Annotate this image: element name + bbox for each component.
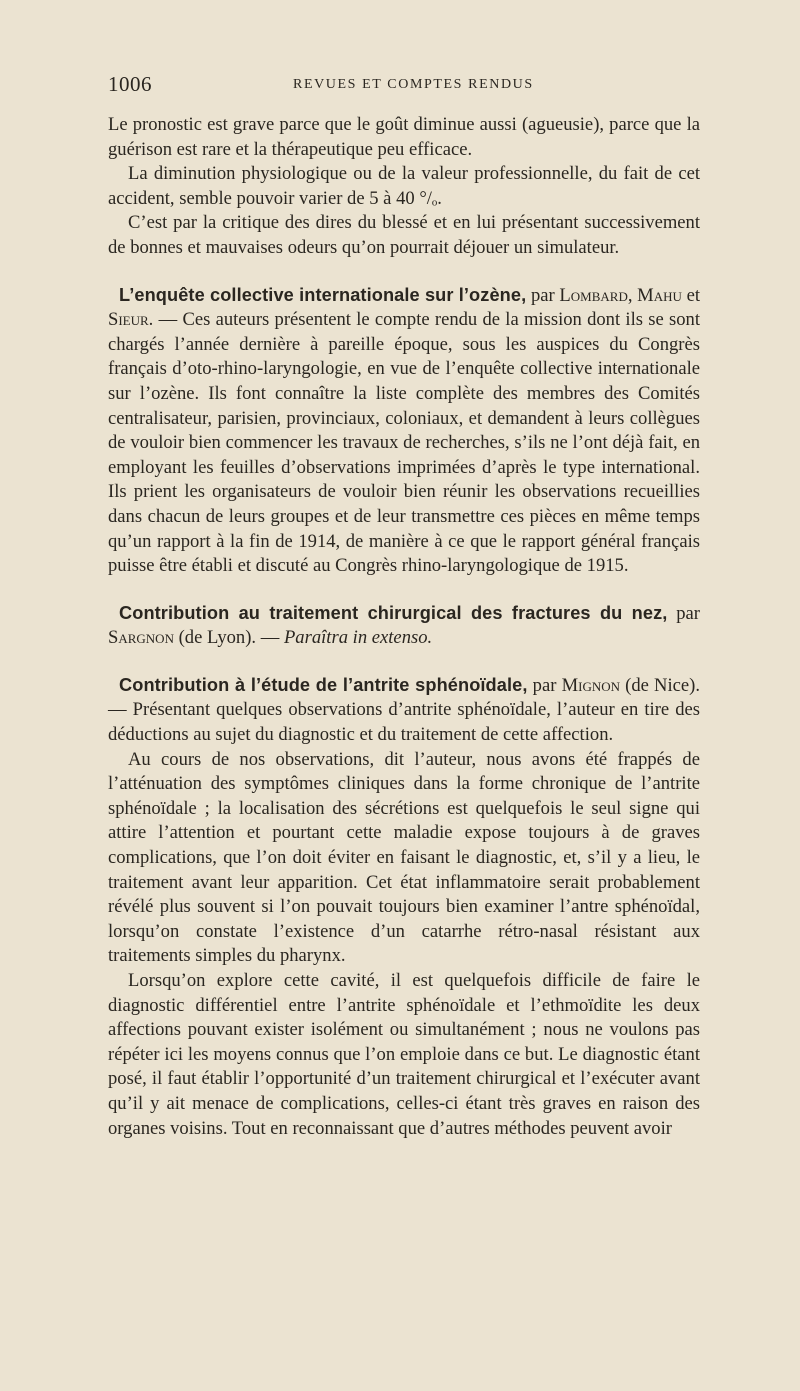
italic-note: Paraîtra in extenso. — [283, 627, 433, 649]
page-body — [108, 113, 700, 1141]
intro-paragraph: C’est par la critique des dires du blessé et en lui présentant successivement de bonnes et mauvaises odeurs qu’on pourrait déjouer un simulateur. — [108, 212, 700, 258]
by-word: par — [526, 284, 560, 306]
section-text: Présentant quelques observations d’antrite sphénoïdale, l’auteur en tire des déductions au sujet du diagnostic et du traitement de cette affection. — [108, 699, 700, 746]
by-word: par — [527, 674, 562, 696]
author-names: Mignon — [561, 674, 620, 696]
section-first-paragraph — [108, 601, 700, 651]
section-paragraph: Lorsqu’on explore cette cavité, il est quelquefois difficile de faire le diagnostic différentiel entre l’antrite sphénoïdale et l’ethmoïdite les deux affections pouvant exister isolément ou simultanément ; nous ne voulons pas répéter ici les moyens connus que l’on emploie dans ce but. Le diagnostic étant posé, il faut établir l’opportunité d’un traitement chirurgical et l’exécuter avant qu’il y ait menace de complications, celles-ci étant très graves en raison des organes voisins. Tout en reconnaissant que d’autres méthodes peuvent avoir — [108, 970, 700, 1139]
running-head: REVUES ET COMPTES RENDUS — [293, 77, 534, 92]
section-first-paragraph — [108, 283, 700, 579]
page-number: 1006 — [108, 72, 152, 96]
section-text: Ces auteurs présentent le compte rendu de la mission dont ils se sont chargés l’année dernière à pareille époque, sous les auspices du Congrès français d’oto-rhino-laryngologie, en vue de l’enquête collective internationale sur l’ozène. Ils font connaître la liste complète des membres des Comités centralisateur, parisien, provinciaux, coloniaux, et demandent à leurs collègues de vouloir bien commencer les travaux de recherches, s’ils ne l’ont déjà fait, en employant les feuilles d’observations imprimées d’après le type international. Ils prient les organisateurs de vouloir bien réunir les observations recueillies dans chacun de leurs groupes et de leur transmettre ces pièces en même temps qu’un rapport à la fin de 1914, de manière à ce que le rapport général français puisse être établi et discuté au Congrès rhino-laryngologique de 1915. — [108, 309, 700, 577]
section-title: L’enquête collective internationale sur l’ozène, — [119, 284, 527, 305]
separator: . — — [148, 309, 183, 331]
author-names: Sargnon — [108, 627, 174, 649]
section-fractures-nez — [108, 601, 700, 651]
page-header — [108, 72, 700, 102]
section-title: Contribution au traitement chirurgical des fractures du nez, — [119, 602, 668, 623]
section-ozene — [108, 283, 700, 579]
author-joiner: et — [681, 284, 700, 306]
author-place: (de Nice). — — [108, 674, 700, 721]
section-first-paragraph — [108, 673, 700, 748]
intro-paragraph: Le pronostic est grave parce que le goût diminue aussi (agueusie), parce que la guérison est rare et la thérapeutique peu efficace. — [108, 114, 700, 160]
author-names: Sieur — [108, 309, 149, 331]
section-title: Contribution à l’étude de l’antrite sphénoïdale, — [119, 674, 528, 695]
by-word: par — [667, 602, 700, 624]
intro-paragraph: La diminution physiologique ou de la valeur professionnelle, du fait de cet accident, semble pouvoir varier de 5 à 40 °/ₒ. — [108, 163, 700, 209]
section-antrite-sphenoidale — [108, 673, 700, 1141]
author-place: (de Lyon). — — [173, 627, 284, 649]
section-paragraph: Au cours de nos observations, dit l’auteur, nous avons été frappés de l’atténuation des symptômes cliniques dans la forme chronique de l’antrite sphénoïdale ; la localisation des sécrétions est quelquefois le seul signe qui attire l’attention et pourtant cette maladie expose toujours à de graves complications, que l’on doit éviter en faisant le diagnostic, et, s’il y a lieu, le traitement avant leur apparition. Cet état inflammatoire serait probablement révélé plus souvent si l’on pouvait toujours bien examiner l’antre sphénoïdal, lorsqu’on constate l’existence d’un catarrhe rétro-nasal résistant aux traitements simples du pharynx. — [108, 748, 700, 967]
author-names: Lombard, Mahu — [559, 284, 682, 306]
